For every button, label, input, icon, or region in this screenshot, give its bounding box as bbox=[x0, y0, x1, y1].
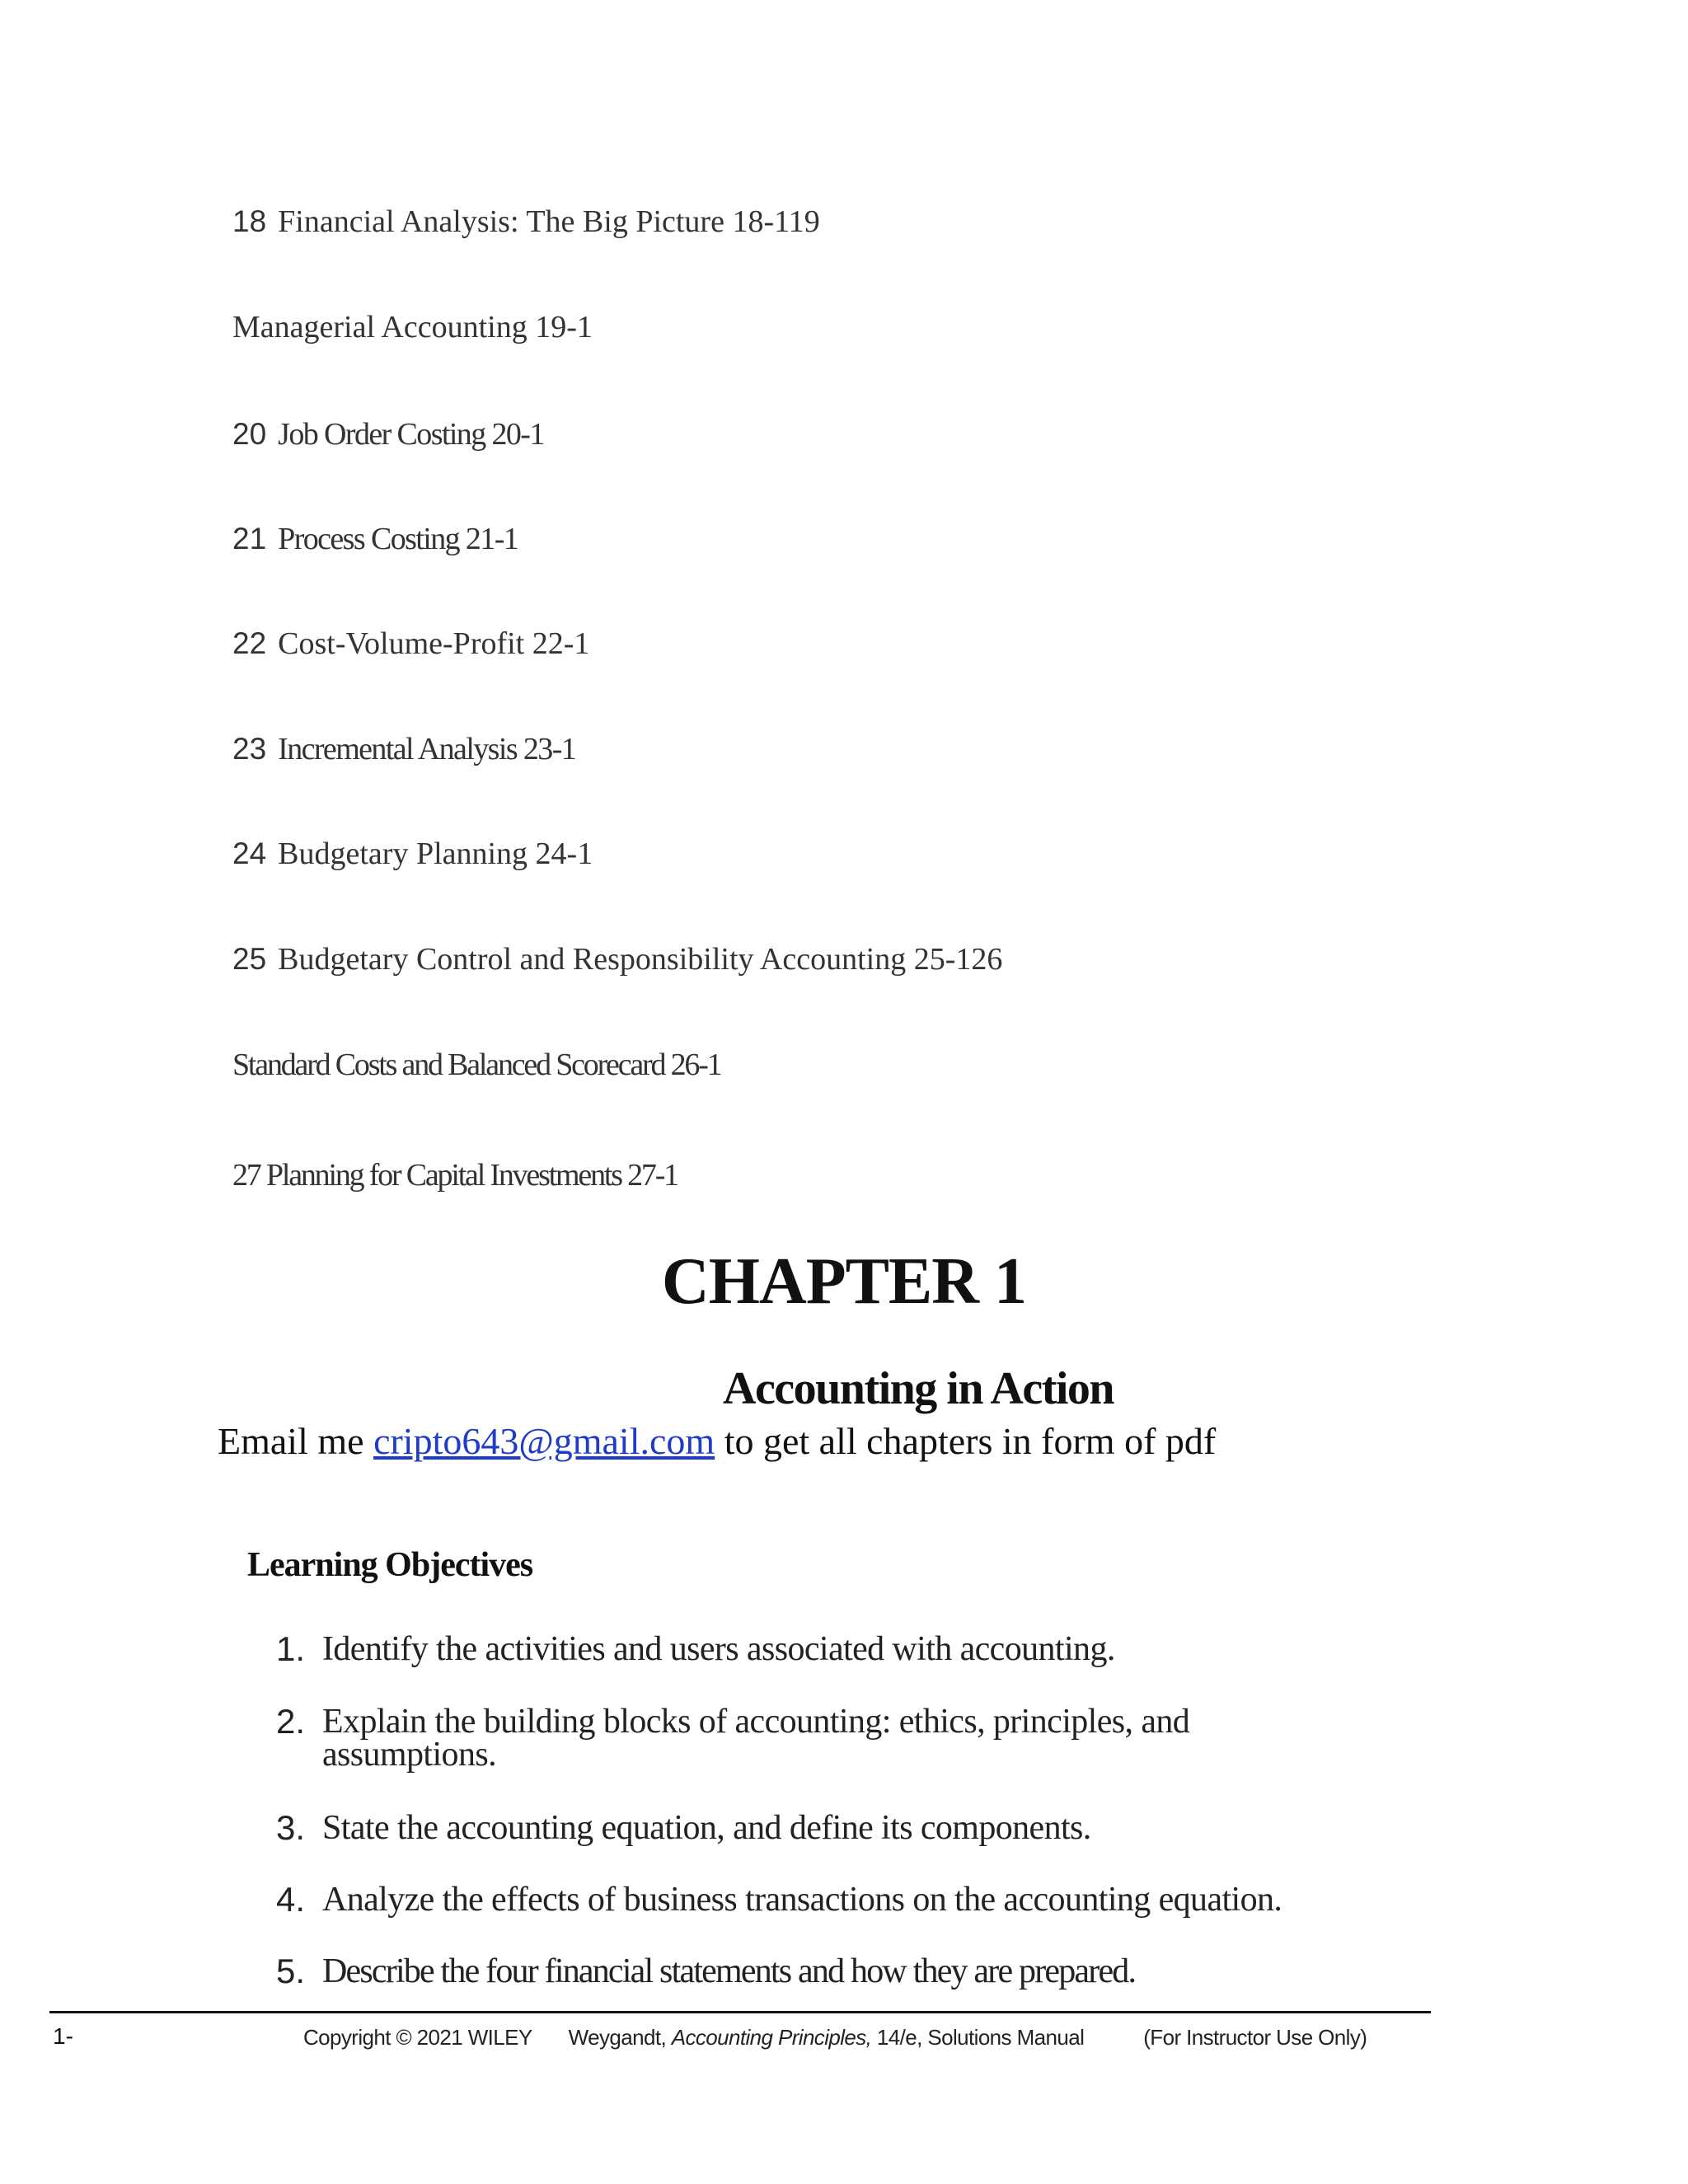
page-number: 1- bbox=[53, 2023, 73, 2049]
objective-text: State the accounting equation, and define its components. bbox=[322, 1809, 1091, 1847]
learning-objectives-heading: Learning Objectives bbox=[247, 1546, 533, 1584]
toc-entry bbox=[232, 944, 1002, 975]
toc-entry-number: 22 bbox=[232, 626, 267, 660]
toc-entry-text: Managerial Accounting 19-1 bbox=[232, 310, 593, 344]
promo-text-after: to get all chapters in form of pdf bbox=[715, 1420, 1217, 1462]
promo-text-before: Email me bbox=[218, 1420, 374, 1462]
toc-entry bbox=[232, 206, 820, 237]
objective-number: 5. bbox=[275, 1952, 305, 1990]
toc-entry-text: Standard Costs and Balanced Scorecard 26-1 bbox=[232, 1047, 721, 1082]
toc-entry bbox=[232, 1160, 678, 1191]
toc-entry bbox=[232, 733, 575, 765]
toc-entry-text: 27 Planning for Capital Investments 27-1 bbox=[232, 1158, 678, 1193]
toc-entry bbox=[232, 1049, 720, 1080]
footer-divider bbox=[49, 2011, 1431, 2013]
footer-copyright: Copyright © 2021 WILEY bbox=[303, 2025, 532, 2050]
chapter-title: Accounting in Action bbox=[723, 1363, 1114, 1414]
objective-number: 4. bbox=[275, 1880, 305, 1919]
chapter-heading: CHAPTER 1 bbox=[661, 1245, 1027, 1318]
objective-number: 3. bbox=[275, 1808, 305, 1847]
toc-entry bbox=[232, 523, 518, 555]
toc-entry-text: Job Order Costing 20-1 bbox=[278, 417, 544, 452]
email-promo-line bbox=[218, 1419, 1216, 1463]
objective-number: 1. bbox=[275, 1629, 305, 1668]
toc-entry-number: 23 bbox=[232, 732, 267, 766]
footer-edition: 14/e, Solutions Manual bbox=[871, 2025, 1085, 2050]
toc-entry bbox=[232, 419, 544, 450]
toc-entry-number: 20 bbox=[232, 417, 267, 451]
objective-text bbox=[322, 1704, 1189, 1772]
footer-book-title: Accounting Principles, bbox=[671, 2025, 872, 2050]
toc-entry bbox=[232, 838, 593, 869]
toc-entry-number: 21 bbox=[232, 522, 267, 555]
toc-entry-text: Process Costing 21-1 bbox=[278, 522, 518, 556]
toc-entry-text: Incremental Analysis 23-1 bbox=[278, 732, 576, 766]
objective-text: Describe the four financial statements and how they are prepared. bbox=[322, 1952, 1136, 1990]
toc-entry-text: Financial Analysis: The Big Picture 18-119 bbox=[278, 204, 820, 239]
footer-text bbox=[303, 2025, 1367, 2050]
toc-entry-text: Cost-Volume-Profit 22-1 bbox=[278, 626, 590, 661]
toc-entry bbox=[232, 312, 593, 343]
objective-text-line: Explain the building blocks of accounting: ethics, principles, and bbox=[322, 1703, 1190, 1741]
toc-entry-text: Budgetary Control and Responsibility Accounting 25-126 bbox=[278, 942, 1003, 977]
objective-text: Analyze the effects of business transactions on the accounting equation. bbox=[322, 1881, 1282, 1919]
objective-text-continuation: assumptions. bbox=[322, 1736, 496, 1774]
toc-entry-text: Budgetary Planning 24-1 bbox=[278, 837, 593, 871]
footer-author: Weygandt, bbox=[568, 2025, 672, 2050]
footer-note: (For Instructor Use Only) bbox=[1143, 2025, 1367, 2050]
toc-entry-number: 24 bbox=[232, 837, 267, 870]
objective-text: Identify the activities and users associated with accounting. bbox=[322, 1630, 1115, 1668]
toc-entry-number: 18 bbox=[232, 204, 267, 238]
objective-number: 2. bbox=[275, 1702, 305, 1741]
toc-entry bbox=[232, 628, 589, 659]
toc-entry-number: 25 bbox=[232, 942, 267, 976]
email-link[interactable]: cripto643@gmail.com bbox=[373, 1420, 715, 1462]
